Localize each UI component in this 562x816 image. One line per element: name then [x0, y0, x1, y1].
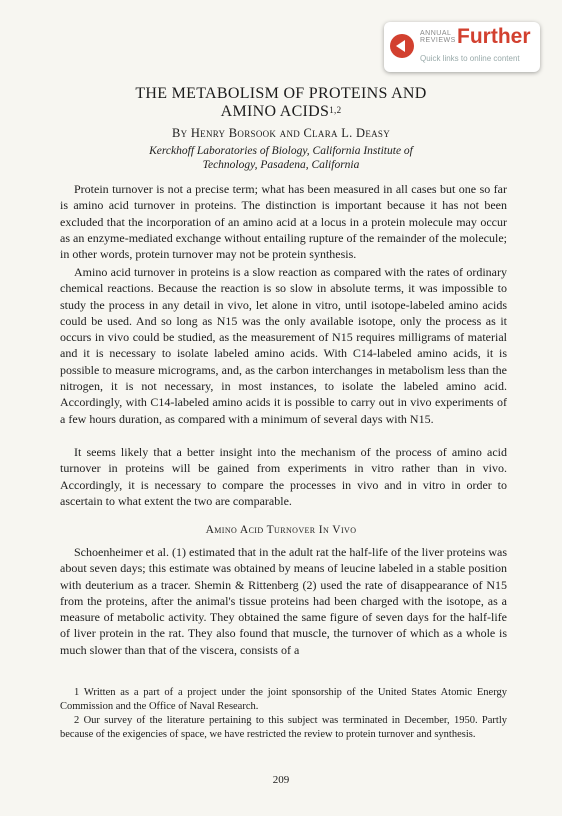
paragraph-4: Schoenheimer et al. (1) estimated that in the adult rat the half-life of the liver proteins was about seven days; this estimate was obtained by means of leucine labeled in a stable position with deuterium as a tracer. Shemin & Rittenberg (2) used the rate of disappearance of N15 from the proteins, after the animal's tissue proteins had been charged with the isotope, as a measure of metabolic activity. They obtained the same figure of seven days for the half-life of liver protein in the rat. They also found that muscle, the turnover of which as a whole is much slower than that of the viscera, consists of a: [60, 545, 507, 657]
paragraph-3: It seems likely that a better insight into the mechanism of the process of amino acid turnover in proteins will be gained from experiments in vitro rather than in vivo. Accordingly, it is necessary to compare the processes in vivo and in vitro in order to ascertain to what extent the two are comparable.: [60, 445, 507, 508]
article-title-line2: AMINO ACIDS$^{1,2}$: [220, 103, 342, 120]
footnote-1: 1 Written as a part of a project under the joint sponsorship of the United States Atomic Energy Commission and the Office of Naval Research.: [60, 687, 507, 712]
article-title-line1: THE METABOLISM OF PROTEINS AND: [135, 85, 427, 102]
paragraph-2: Amino acid turnover in proteins is a slow reaction as compared with the rates of ordinary chemical reactions. Because the reaction is so slow in absolute terms, it was impossible to study the process in any detail in vivo, let alone in vitro, until isotope-labeled amino acids could be used. And so long as N15 was the only available isotope, only the process as it occurs in vivo could be studied, as the measurement of N15 requires milligrams of material and it is necessary to isolate labeled amino acids. With C14-labeled amino acids, it is possible to measure micrograms, and, as the carbon interchanges in metabolism less than the nitrogen, it is not necessary, in most instances, to isolate the labeled amino acid. Accordingly, with C14-labeled amino acids it is possible to carry out in vivo experiments of a few hours duration, as compared with a minimum of several days with N15.: [60, 265, 507, 426]
byline: By Henry Borsook and Clara L. Deasy: [171, 126, 391, 140]
affiliation-line1: Kerckhoff Laboratories of Biology, California Institute of: [149, 145, 413, 157]
badge-further-label: Further: [457, 25, 531, 48]
page-number: 209: [272, 774, 290, 786]
footnote-2: 2 Our survey of the literature pertaining to this subject was terminated in December, 1950. Partly because of the exigencies of space, we have restricted the review to protein turnover and synthesis.: [60, 715, 507, 740]
paragraph-1: Protein turnover is not a precise term; what has been measured in all cases but one so far is amino acid turnover in proteins. The distinction is important because it has not been excluded that the incorporation of an amino acid at a locus in a protein molecule may occur as an enzyme-mediated exchange without entailing rupture of the remainder of the molecule; in other words, protein turnover may not be protein synthesis.: [60, 182, 507, 262]
badge-subtitle: Quick links to online content: [420, 54, 520, 63]
section-heading: Amino Acid Turnover In Vivo: [205, 524, 357, 536]
affiliation-line2: Technology, Pasadena, California: [202, 159, 360, 171]
play-back-icon: [390, 34, 414, 58]
title-footnote-marks: 1,2: [329, 105, 342, 115]
badge-annual-reviews: ANNUAL REVIEWS: [420, 30, 456, 44]
further-badge[interactable]: [384, 22, 540, 72]
